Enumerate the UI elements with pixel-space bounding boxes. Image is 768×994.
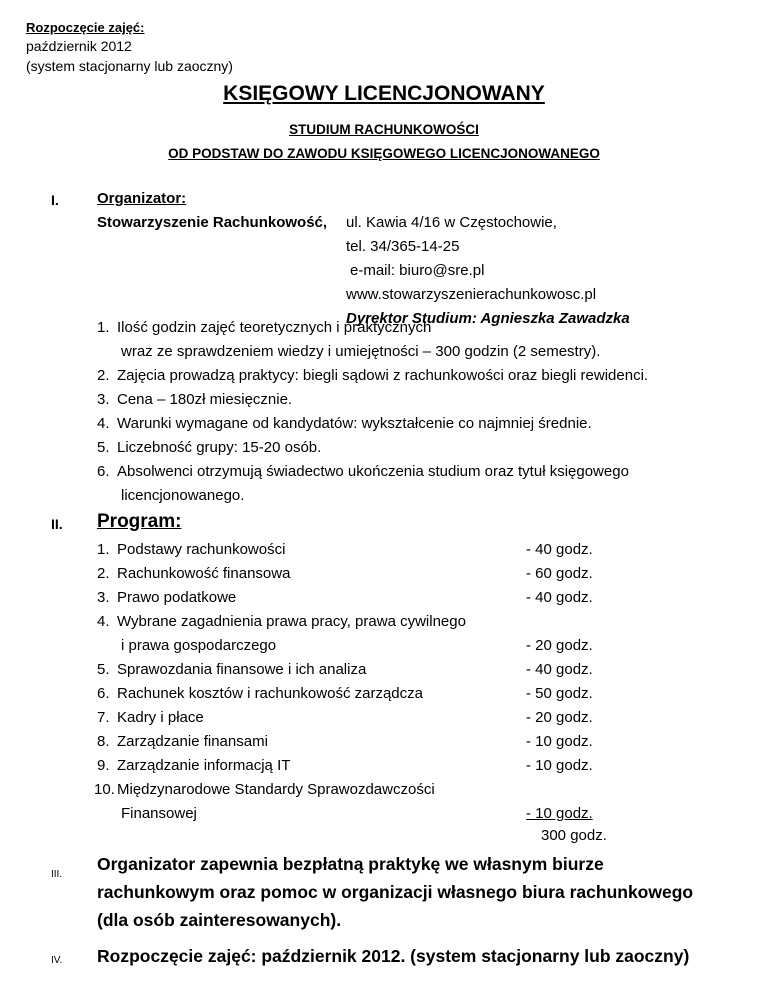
list-item: 4. Wybrane zagadnienia prawa pracy, prawa cywilnego — [97, 613, 466, 630]
organizer-email: e-mail: biuro@sre.pl — [350, 262, 485, 279]
list-item: 8. Zarządzanie finansami — [97, 733, 268, 750]
hours-total: 300 godz. — [541, 827, 607, 844]
subtitle-2: OD PODSTAW DO ZAWODU KSIĘGOWEGO LICENCJONOWANEGO — [168, 146, 600, 161]
hours-item-6: - 50 godz. — [526, 685, 593, 702]
section-3-roman: III. — [51, 869, 63, 880]
hours-item-2: - 60 godz. — [526, 565, 593, 582]
section-4-text: Rozpoczęcie zajęć: październik 2012. (system stacjonarny lub zaoczny) — [97, 946, 690, 966]
list-item: 10. Międzynarodowe Standardy Sprawozdawczości — [94, 781, 435, 798]
page-title: KSIĘGOWY LICENCJONOWANY — [223, 82, 545, 105]
hours-item-5: - 40 godz. — [526, 661, 593, 678]
organizer-www: www.stowarzyszenierachunkowosc.pl — [346, 286, 597, 303]
hours-item-1: - 40 godz. — [526, 541, 593, 558]
list-item: 3. Cena – 180zł miesięcznie. — [97, 391, 293, 408]
header-start-date: październik 2012 — [26, 38, 132, 54]
list-item: 1. Podstawy rachunkowości — [97, 541, 286, 558]
hours-item-8: - 10 godz. — [526, 733, 593, 750]
list-item: 2. Rachunkowość finansowa — [97, 565, 291, 582]
hours-item-9: - 10 godz. — [526, 757, 593, 774]
list-item: 4. Warunki wymagane od kandydatów: wykształcenie co najmniej średnie. — [97, 415, 592, 432]
hours-item-7: - 20 godz. — [526, 709, 593, 726]
program-heading: Program: — [97, 511, 182, 532]
section-3-line-3: (dla osób zainteresowanych). — [97, 910, 342, 930]
organizer-heading: Organizator: — [97, 190, 187, 207]
header-start-label: Rozpoczęcie zajęć: — [26, 20, 145, 35]
list-item-continuation: i prawa gospodarczego — [121, 637, 277, 654]
organizer-tel: tel. 34/365-14-25 — [346, 238, 460, 255]
list-item: 1. Ilość godzin zajęć teoretycznych i praktycznych — [97, 319, 432, 336]
list-item: 2. Zajęcia prowadzą praktycy: biegli sądowi z rachunkowości oraz biegli rewidenci. — [97, 367, 649, 384]
hours-item-10: - 10 godz. — [526, 805, 593, 822]
list-item: 5. Sprawozdania finansowe i ich analiza — [97, 661, 367, 678]
list-item: 6. Absolwenci otrzymują świadectwo ukończenia studium oraz tytuł księgowego — [97, 463, 629, 480]
director: Dyrektor Studium: Agnieszka Zawadzka — [346, 310, 630, 327]
list-item: 5. Liczebność grupy: 15-20 osób. — [97, 439, 322, 456]
hours-item-4: - 20 godz. — [526, 637, 593, 654]
list-item: 7. Kadry i płace — [97, 709, 204, 726]
list-item: 6. Rachunek kosztów i rachunkowość zarządcza — [97, 685, 423, 702]
list-item-continuation: Finansowej — [121, 805, 197, 822]
organizer-name: Stowarzyszenie Rachunkowość, — [97, 214, 328, 231]
section-4-roman: IV. — [51, 955, 63, 966]
list-item-continuation: wraz ze sprawdzeniem wiedzy i umiejętności – 300 godzin (2 semestry). — [121, 343, 601, 360]
list-item: 3. Prawo podatkowe — [97, 589, 237, 606]
organizer-address: ul. Kawia 4/16 w Częstochowie, — [346, 214, 557, 231]
header-system: (system stacjonarny lub zaoczny) — [26, 58, 233, 74]
section-3-line-2: rachunkowym oraz pomoc w organizacji własnego biura rachunkowego — [97, 882, 694, 902]
subtitle-1: STUDIUM RACHUNKOWOŚCI — [289, 122, 479, 137]
section-2-roman: II. — [51, 516, 63, 532]
list-item-continuation: licencjonowanego. — [121, 487, 245, 504]
section-3-line-1: Organizator zapewnia bezpłatną praktykę we własnym biurze — [97, 854, 604, 874]
hours-item-3: - 40 godz. — [526, 589, 593, 606]
section-1-roman: I. — [51, 192, 59, 208]
list-item: 9. Zarządzanie informacją IT — [97, 757, 291, 774]
